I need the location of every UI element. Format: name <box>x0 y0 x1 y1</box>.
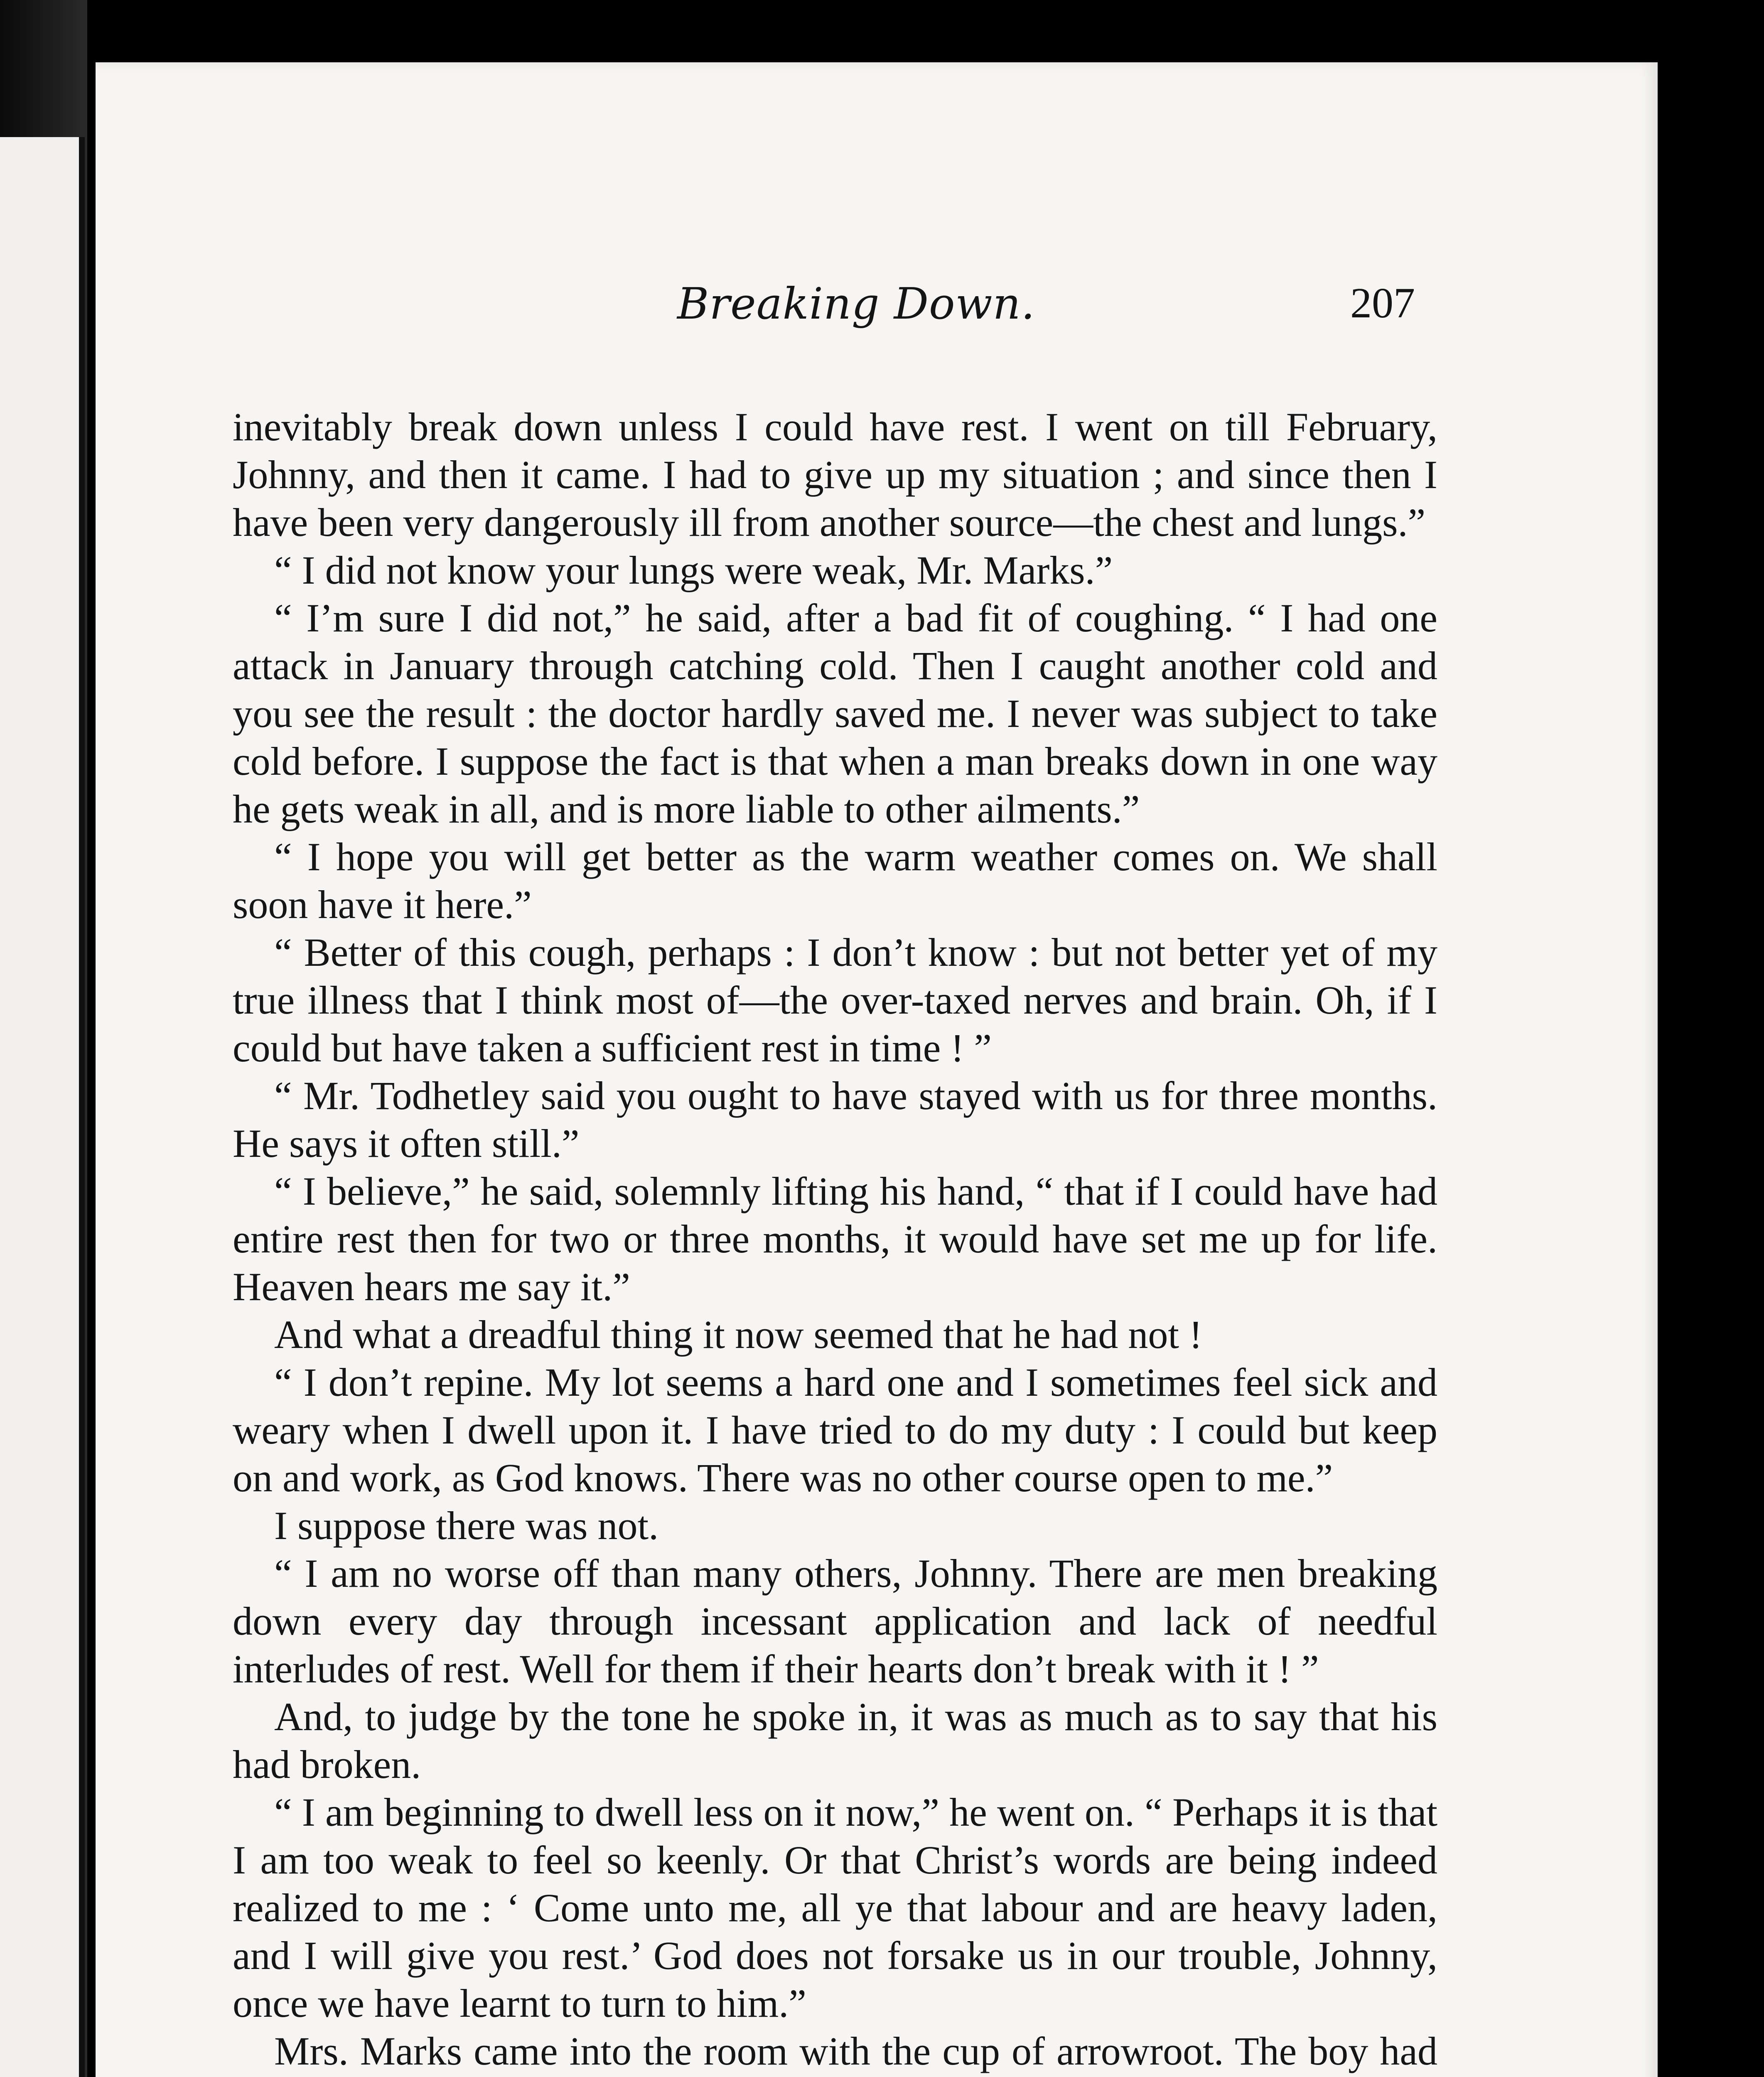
body-text <box>233 403 1437 2077</box>
page-header <box>96 278 1658 332</box>
running-title: Breaking Down. <box>677 278 1035 329</box>
paragraph: “ I am beginning to dwell less on it now,” he went on. “ Perhaps it is that I am too weak to feel so keenly. Or that Christ’s words are being indeed realized to me : ‘ Come unto me, all ye that labour and are heavy laden, and I will give you rest.’ God does not forsake us in our trouble, Johnny, once we have learnt to turn to him.” <box>233 1790 1437 2025</box>
paragraph: “ I don’t repine. My lot seems a hard one and I sometimes feel sick and weary when I dwell upon it. I have tried to do my duty : I could but keep on and work, as God knows. There was no other course open to me.” <box>233 1360 1437 1500</box>
paragraph: “ I did not know your lungs were weak, Mr. Marks.” <box>274 548 1113 592</box>
paragraph: “ I’m sure I did not,” he said, after a bad fit of coughing. “ I had one attack in January through catching cold. Then I caught another cold and you see the result : the doctor hardly saved me. I never was subject to take cold before. I suppose the fact is that when a man breaks down in one way he gets weak in all, and is more liable to other ailments.” <box>233 596 1437 831</box>
paragraph: And what a dreadful thing it now seemed that he had not ! <box>274 1312 1203 1357</box>
paragraph: “ I hope you will get better as the warm weather comes on. We shall soon have it here.” <box>233 835 1437 927</box>
book-page <box>96 62 1658 2077</box>
paragraph: I suppose there was not. <box>274 1503 659 1548</box>
paragraph: “ Mr. Todhetley said you ought to have stayed with us for three months. He says it often still.” <box>233 1073 1437 1166</box>
paragraph: “ I believe,” he said, solemnly lifting his hand, “ that if I could have had entire rest then for two or three months, it would have set me up for life. Heaven hears me say it.” <box>233 1169 1437 1309</box>
paragraph: “ I am no worse off than many others, Johnny. There are men breaking down every day through incessant application and lack of needful interludes of rest. Well for them if their hearts don’t break with it ! ” <box>233 1551 1437 1691</box>
paragraph: inevitably break down unless I could have rest. I went on till February, Johnny, and then it came. I had to give up my situation ; and since then I have been very dangerously ill from another source—the chest and lungs.” <box>233 405 1437 545</box>
paragraph: “ Better of this cough, perhaps : I don’t know : but not better yet of my true illness that I think most of—the over-taxed nerves and brain. Oh, if I could but have taken a sufficient rest in time ! ” <box>233 930 1437 1070</box>
paragraph: And, to judge by the tone he spoke in, it was as much as to say that his had broken. <box>233 1694 1437 1787</box>
paragraph: Mrs. Marks came into the room with the cup of arrowroot. The boy had <box>274 2029 1437 2073</box>
page-number: 207 <box>1350 279 1415 327</box>
previous-page-edge <box>0 137 85 2077</box>
